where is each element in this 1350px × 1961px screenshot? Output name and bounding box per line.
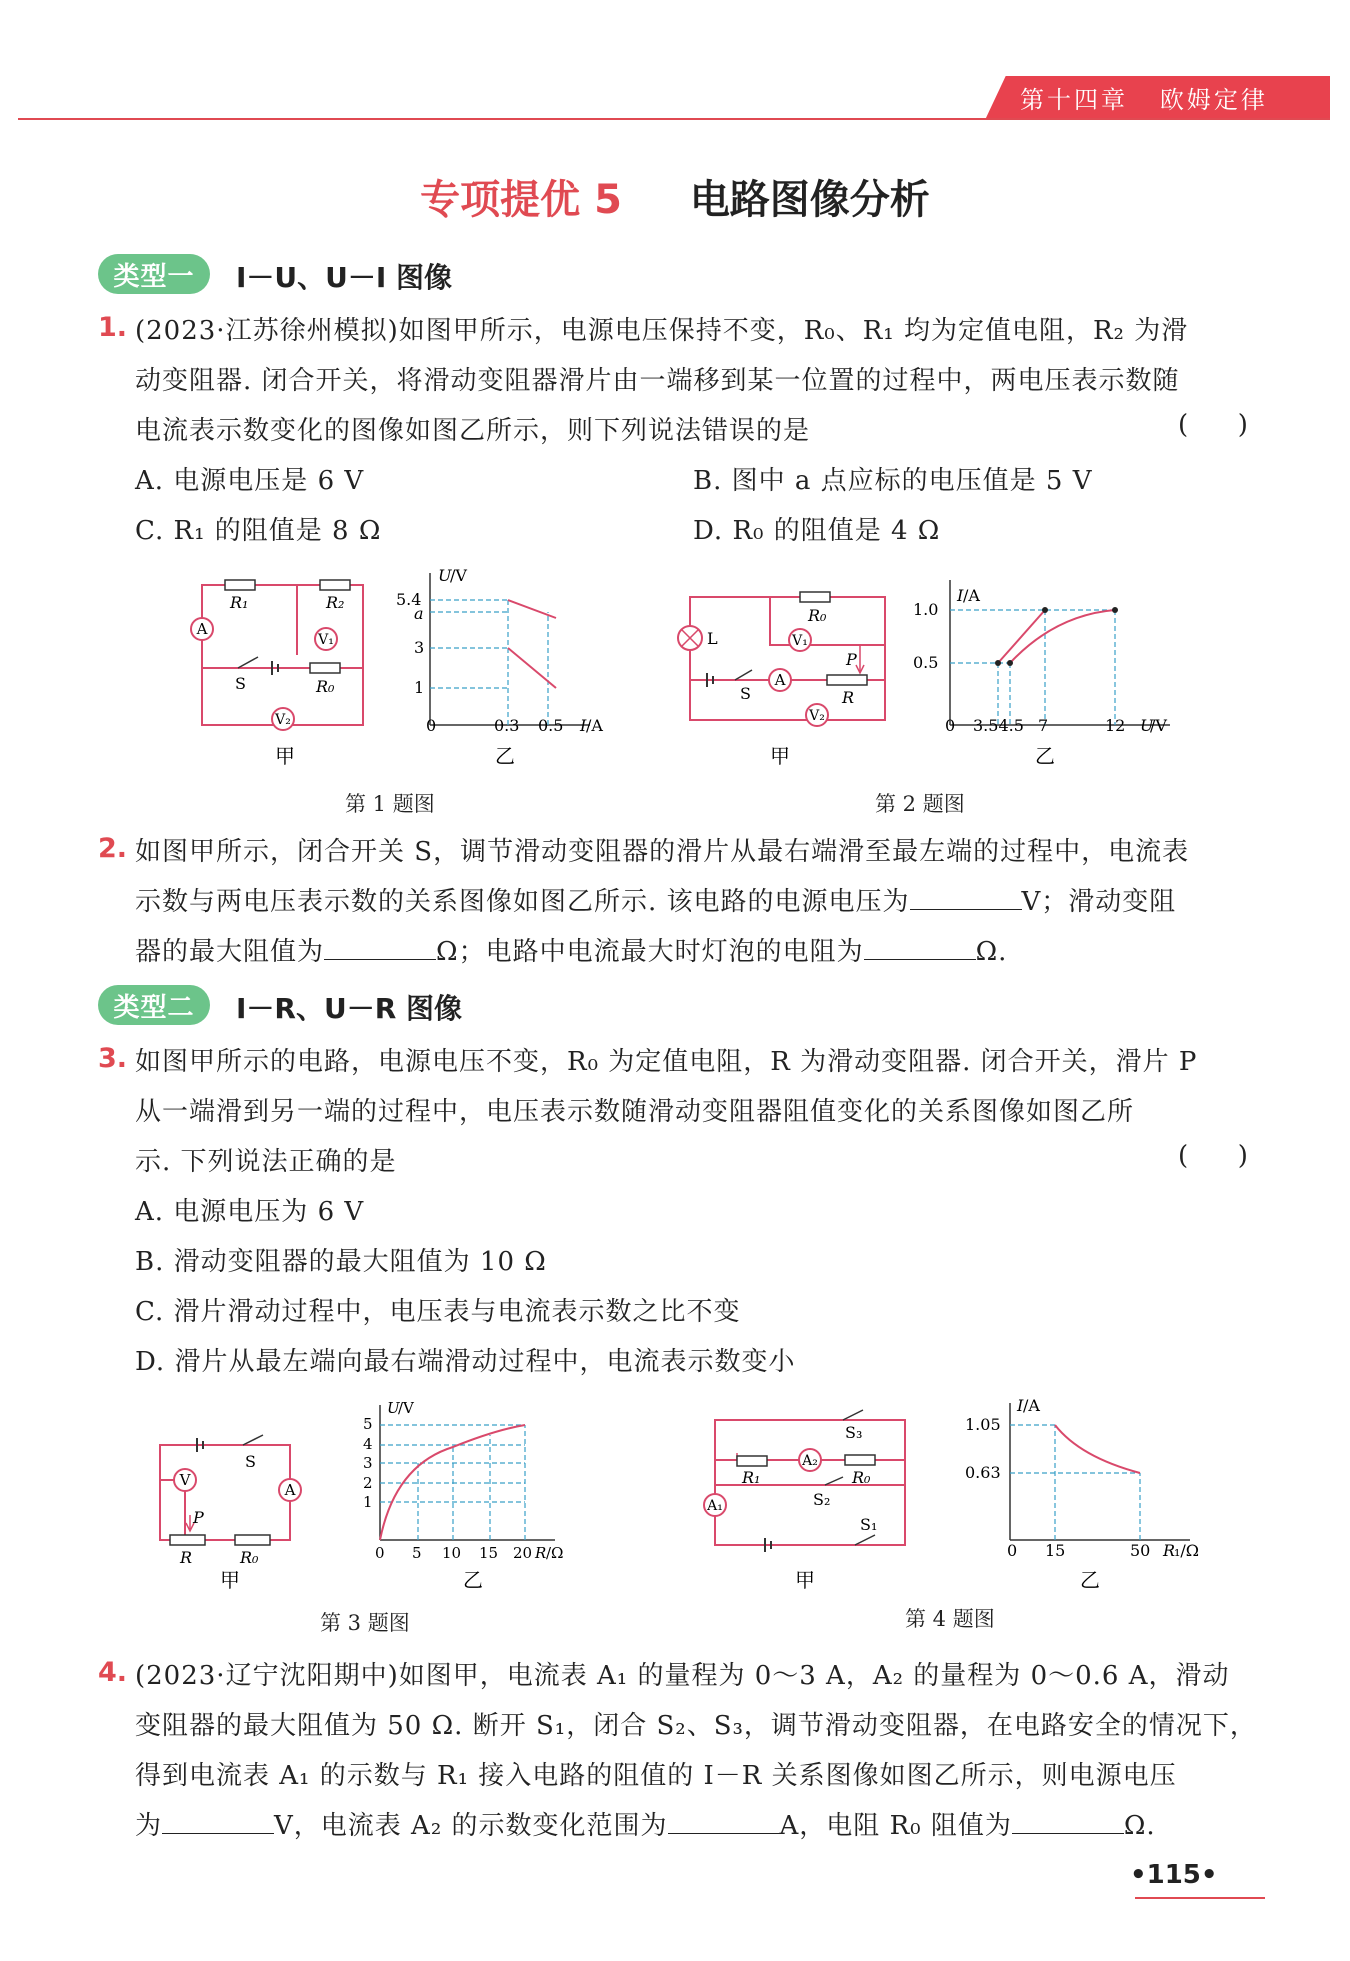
q2-text: Ω；电路中电流最大时灯泡的电阻为 — [436, 937, 864, 967]
svg-text:/V: /V — [450, 566, 467, 585]
q4-line: 变阻器的最大阻值为 50 Ω. 断开 S₁，闭合 S₂、S₃，调节滑动变阻器，在电路安全的情况下， — [135, 1711, 1257, 1741]
q4-line: (2023·辽宁沈阳期中)如图甲，电流表 A₁ 的量程为 0～3 A，A₂ 的量程为 0～0.6 A，滑动 — [135, 1661, 1230, 1691]
svg-text:2: 2 — [363, 1474, 373, 1492]
svg-text:P: P — [193, 1508, 204, 1527]
svg-text:0.3: 0.3 — [494, 716, 520, 735]
svg-text:0: 0 — [375, 1544, 385, 1562]
fig2-label-jia: 甲 — [770, 744, 790, 768]
svg-text:/V: /V — [398, 1399, 414, 1417]
svg-text:P: P — [846, 650, 857, 669]
svg-text:5: 5 — [412, 1544, 422, 1562]
svg-text:12: 12 — [1105, 716, 1126, 735]
svg-text:R₀: R₀ — [316, 677, 335, 696]
svg-text:U: U — [1140, 716, 1154, 735]
svg-text:A₁: A₁ — [707, 1498, 723, 1514]
page-number: •115• — [1130, 1860, 1218, 1890]
fig2-label-yi: 乙 — [1035, 744, 1055, 768]
fig1-label-jia: 甲 — [275, 744, 295, 768]
svg-text:7: 7 — [1038, 716, 1049, 735]
svg-text:V₁: V₁ — [318, 632, 334, 648]
page-title — [0, 168, 1350, 225]
q2-text: 器的最大阻值为 — [135, 937, 325, 967]
svg-text:U: U — [387, 1399, 400, 1417]
svg-text:V₂: V₂ — [275, 712, 291, 728]
svg-text:0: 0 — [426, 716, 437, 735]
fig1-series-1 — [508, 600, 556, 618]
q1-option-b: B. 图中 a 点应标的电压值是 5 V — [693, 466, 1093, 496]
svg-text:0.5: 0.5 — [913, 653, 939, 672]
type1-badge: 类型一 — [98, 254, 210, 294]
type2-badge: 类型二 — [98, 985, 210, 1025]
svg-text:S₁: S₁ — [860, 1515, 878, 1534]
q1-line: 电流表示数变化的图像如图乙所示，则下列说法错误的是 — [135, 416, 811, 446]
svg-text:3.54.5: 3.54.5 — [973, 716, 1024, 735]
q2-line — [135, 931, 1007, 968]
fig2-series-1 — [998, 610, 1045, 663]
svg-text:A₂: A₂ — [802, 1453, 818, 1469]
q1-line: 动变阻器. 闭合开关，将滑动变阻器滑片由一端移到某一位置的过程中，两电压表示数随 — [135, 366, 1180, 396]
svg-text:R₀: R₀ — [808, 606, 827, 625]
svg-text:R: R — [842, 688, 855, 707]
svg-text:S: S — [245, 1452, 256, 1471]
svg-text:15: 15 — [479, 1544, 499, 1562]
svg-text:R: R — [535, 1544, 547, 1562]
q3-caption: 第 3 题图 — [320, 1611, 410, 1635]
fig2-circuit — [670, 565, 910, 770]
q4-text: V，电流表 A₂ 的示数变化范围为 — [274, 1811, 668, 1841]
svg-text:R₂: R₂ — [326, 593, 345, 612]
fig1-circuit — [180, 565, 380, 770]
q1-line: (2023·江苏徐州模拟)如图甲所示，电源电压保持不变，R₀、R₁ 均为定值电阻，R₂ 为滑 — [135, 316, 1189, 346]
fig2-graph — [905, 565, 1195, 770]
svg-text:₁/Ω: ₁/Ω — [1174, 1541, 1200, 1560]
q2-caption: 第 2 题图 — [875, 792, 965, 816]
svg-text:V: V — [179, 1471, 191, 1489]
q2-blank-voltage[interactable] — [910, 885, 1022, 910]
title-main: 电路图像分析 — [689, 177, 930, 223]
q4-blank-r0[interactable] — [1012, 1809, 1124, 1834]
q3-option-c: C. 滑片滑动过程中，电压表与电流表示数之比不变 — [135, 1297, 741, 1327]
svg-text:R₁: R₁ — [230, 593, 249, 612]
q4-text: A，电阻 R₀ 阻值为 — [779, 1811, 1012, 1841]
svg-text:S: S — [235, 674, 246, 693]
q2-blank-bulb[interactable] — [864, 935, 976, 960]
q2-text: V；滑动变阻 — [1021, 887, 1177, 917]
q2-number: 2. — [98, 833, 128, 864]
svg-text:R: R — [180, 1548, 193, 1567]
q1-option-d: D. R₀ 的阻值是 4 Ω — [693, 516, 941, 546]
chapter-title: 第十四章 欧姆定律 — [1020, 86, 1268, 114]
svg-text:/Ω: /Ω — [546, 1544, 564, 1562]
svg-text:1: 1 — [414, 678, 425, 697]
q2-line: 如图甲所示，闭合开关 S，调节滑动变阻器的滑片从最右端滑至最左端的过程中，电流表 — [135, 837, 1190, 867]
fig3-label-yi: 乙 — [463, 1568, 483, 1592]
q4-line: 得到电流表 A₁ 的示数与 R₁ 接入电路的阻值的 I－R 关系图像如图乙所示，则电源电压 — [135, 1761, 1177, 1791]
svg-text:0: 0 — [945, 716, 956, 735]
svg-text:3: 3 — [414, 638, 425, 657]
q1-option-a: A. 电源电压是 6 V — [135, 466, 365, 496]
type1-title: I－U、U－I 图像 — [236, 261, 453, 294]
svg-text:3: 3 — [363, 1454, 373, 1472]
q1-number: 1. — [98, 312, 128, 343]
svg-text:15: 15 — [1045, 1541, 1066, 1560]
svg-text:/A: /A — [586, 716, 603, 735]
svg-text:1: 1 — [363, 1493, 373, 1511]
svg-text:5: 5 — [363, 1415, 373, 1433]
svg-text:1.05: 1.05 — [965, 1415, 1001, 1434]
q4-number: 4. — [98, 1657, 128, 1688]
svg-text:/V: /V — [1150, 716, 1167, 735]
svg-text:R₁: R₁ — [742, 1468, 761, 1487]
fig1-series-2 — [508, 648, 556, 688]
svg-text:R₀: R₀ — [852, 1468, 871, 1487]
svg-text:20: 20 — [513, 1544, 533, 1562]
svg-text:50: 50 — [1130, 1541, 1151, 1560]
page-number-underline — [1135, 1897, 1265, 1899]
svg-text:/A: /A — [1023, 1396, 1040, 1415]
svg-text:U: U — [438, 566, 452, 585]
q3-line: 如图甲所示的电路，电源电压不变，R₀ 为定值电阻，R 为滑动变阻器. 闭合开关，滑片 P — [135, 1047, 1198, 1077]
fig1-label-yi: 乙 — [495, 744, 515, 768]
svg-text:5.4: 5.4 — [396, 590, 422, 609]
fig4-graph — [955, 1395, 1225, 1595]
fig1-dashes — [430, 600, 548, 725]
q2-text: 示数与两电压表示数的关系图像如图乙所示. 该电路的电源电压为 — [135, 887, 910, 917]
q4-text: 为 — [135, 1811, 163, 1841]
fig3-label-jia: 甲 — [220, 1568, 240, 1592]
q4-blank-voltage[interactable] — [162, 1809, 274, 1834]
svg-text:I: I — [957, 586, 964, 605]
svg-text:V₂: V₂ — [809, 708, 825, 724]
svg-text:A: A — [196, 620, 208, 638]
fig4-circuit — [695, 1405, 920, 1595]
q4-line — [135, 1805, 1156, 1842]
type2-title: I－R、U－R 图像 — [236, 992, 463, 1025]
q4-blank-range[interactable] — [668, 1809, 780, 1834]
fig2-series-2 — [1010, 610, 1115, 663]
q3-option-a: A. 电源电压为 6 V — [135, 1197, 365, 1227]
fig1-graph — [390, 565, 630, 770]
svg-text:S₃: S₃ — [845, 1423, 863, 1442]
svg-text:a: a — [414, 604, 424, 623]
q3-option-b: B. 滑动变阻器的最大阻值为 10 Ω — [135, 1247, 547, 1277]
header-rule — [18, 118, 1330, 120]
svg-text:L: L — [707, 629, 718, 648]
q4-caption: 第 4 题图 — [905, 1607, 995, 1631]
svg-text:0.63: 0.63 — [965, 1463, 1001, 1482]
fig3-graph — [355, 1395, 595, 1595]
svg-text:A: A — [284, 1481, 296, 1499]
svg-text:R: R — [1163, 1541, 1176, 1560]
svg-text:R₀: R₀ — [240, 1548, 259, 1567]
fig4-label-yi: 乙 — [1080, 1568, 1100, 1592]
svg-text:0.5: 0.5 — [538, 716, 564, 735]
svg-text:0: 0 — [1007, 1541, 1018, 1560]
q3-line: 从一端滑到另一端的过程中，电压表示数随滑动变阻器阻值变化的关系图像如图乙所 — [135, 1097, 1135, 1127]
q1-option-c: C. R₁ 的阻值是 8 Ω — [135, 516, 382, 546]
q4-text: Ω. — [1123, 1811, 1156, 1841]
q1-caption: 第 1 题图 — [345, 792, 435, 816]
q3-answer-paren: ( ) — [1178, 1141, 1248, 1171]
q2-blank-resistance[interactable] — [324, 935, 436, 960]
fig4-label-jia: 甲 — [795, 1568, 815, 1592]
q1-answer-paren: ( ) — [1178, 410, 1248, 440]
svg-text:V₁: V₁ — [792, 633, 808, 649]
svg-text:A: A — [774, 671, 786, 689]
fig3-circuit — [145, 1415, 305, 1595]
svg-text:4: 4 — [363, 1435, 373, 1453]
title-prefix: 专项提优 5 — [420, 177, 622, 223]
q3-number: 3. — [98, 1043, 128, 1074]
svg-text:1.0: 1.0 — [913, 600, 939, 619]
fig4-series — [1055, 1425, 1140, 1473]
svg-text:S: S — [740, 684, 751, 703]
svg-text:I: I — [580, 716, 587, 735]
svg-text:S₂: S₂ — [813, 1490, 831, 1509]
svg-text:10: 10 — [442, 1544, 462, 1562]
q3-line: 示. 下列说法正确的是 — [135, 1147, 397, 1177]
q2-text: Ω. — [975, 937, 1008, 967]
svg-text:/A: /A — [963, 586, 980, 605]
q2-line — [135, 881, 1176, 918]
svg-text:I: I — [1017, 1396, 1024, 1415]
q3-option-d: D. 滑片从最左端向最右端滑动过程中，电流表示数变小 — [135, 1347, 796, 1377]
